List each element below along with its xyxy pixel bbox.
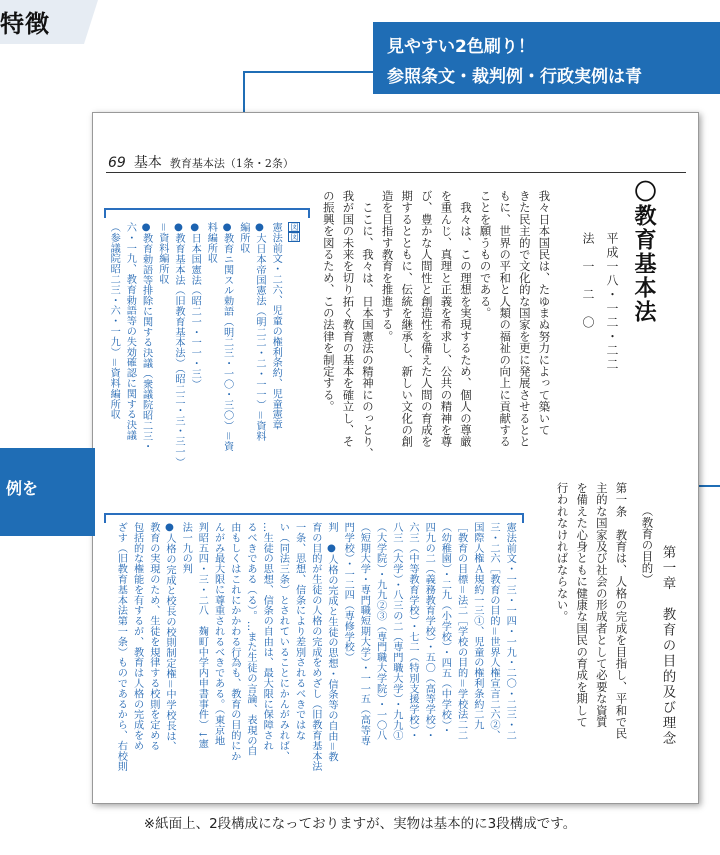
article-note-line: ざす（旧教育基本法第一条）ものであるから、右校則 bbox=[115, 522, 127, 772]
article-note-line: 四九の二（義務教育学校）・五〇（高等学校）・ bbox=[423, 522, 435, 741]
law-number: 法 一 二 〇 bbox=[581, 232, 595, 330]
article-note-line: 由もしくはこれにかかわる行為も、教育の目的にか bbox=[228, 522, 240, 762]
law-title: 〇教育基本法 bbox=[631, 180, 657, 324]
article-note-line: 三・二六［教育の目的＝世界人権宣言二六②、 bbox=[488, 522, 499, 741]
article-note-line: （大学院）・九九②③（専門職大学院）・一〇八 bbox=[374, 522, 386, 741]
article-note-line: 一条、思想、信条により差別されるべきではな bbox=[293, 522, 305, 741]
header-rule bbox=[106, 172, 686, 173]
preamble-note-line: ●教育勅語等排除に関する決議（衆議院昭二三・ bbox=[140, 222, 152, 452]
article-line: 第一条 教育は、人格の完成を目指し、平和で民 bbox=[614, 482, 629, 740]
article-note-line: 門学校）・一二四（専修学校） bbox=[342, 522, 354, 663]
article-note-line: 判昭五四・三・二八 麹町中学内申書事件）↓憲 bbox=[196, 522, 208, 750]
preamble-line: ここに、我々は、日本国憲法の精神にのっとり、 bbox=[361, 190, 375, 460]
page-section: 基本 bbox=[133, 155, 162, 171]
article-note-line: 法一九の判 bbox=[180, 522, 192, 574]
page-law-ref: 教育基本法（1条・2条） bbox=[169, 157, 294, 170]
article-note-line: （短期大学・専門職短期大学）・一一五（高等専 bbox=[358, 522, 370, 746]
callout-top-line1: 見やすい2色刷り！ bbox=[387, 37, 535, 57]
article-note-line: （幼稚園）・二九（小学校）・四五（中学校）・ bbox=[439, 522, 451, 736]
preamble-line: ことを願うものである。 bbox=[478, 190, 493, 319]
article-line: 主的な国家及び社会の形成者として必要な資質 bbox=[594, 482, 609, 728]
article-line: 行われなければならない。 bbox=[555, 482, 570, 623]
article-note-line: …生徒の思想、信条の自由は、最大限に保障され bbox=[261, 522, 273, 751]
callout-left bbox=[0, 448, 95, 536]
preamble-line: もに、世界の平和と人類の福祉の向上に貢献する bbox=[498, 190, 513, 448]
article-note-line: 判 ●人格の完成と生徒の思想・信条等の自由＝教 bbox=[326, 522, 337, 762]
preamble-line: 造を目指す教育を推進する。 bbox=[380, 190, 395, 343]
article1-caption: （教育の目的） bbox=[640, 505, 655, 585]
law-enacted-date: 平成一八・一二・二二 bbox=[605, 232, 619, 372]
note-marker-icon: 図 bbox=[290, 233, 299, 242]
preamble-line: きた民主的で文化的な国家を更に発展させるとと bbox=[517, 190, 532, 448]
preamble-note-line: ●教育ニ関スル勅語（明二三・一〇・三〇）＝資 bbox=[221, 222, 233, 452]
article-note-line: 包括的な権能を有するが、教育は人格の完成をめ bbox=[131, 522, 143, 751]
article-note-line: 国際人権Ａ規約一三①、児童の権利条約二九 bbox=[471, 522, 483, 730]
preamble-line: 我々日本国民は、たゆまぬ努力によって築いて bbox=[537, 190, 552, 436]
preamble-note-line: （参議院昭二三・六・一九）＝資料編所収 bbox=[108, 222, 120, 420]
article-note-line: 憲法前文・一三・一四・一九・二〇・二三・二 bbox=[504, 522, 516, 741]
article-note-line: ●人格の完成と校長の校則制定権＝中学校長は、 bbox=[164, 522, 175, 752]
article-line: を備えた心身ともに健康な国民の育成を期して bbox=[575, 482, 590, 728]
preamble-note-line: ●大日本帝国憲法（明二二・二・一一）＝資料 bbox=[254, 222, 265, 442]
preamble-note-line: 編所収 bbox=[237, 222, 249, 254]
chapter-title: 第一章 教育の目的及び理念 bbox=[659, 545, 676, 747]
preamble-line: 期するとともに、伝統を継承し、新しい文化の創 bbox=[400, 190, 415, 448]
header-tab-title: 特徴 bbox=[0, 10, 50, 38]
preamble-line: を重んじ、真理と正義を希求し、公共の精神を尊 bbox=[439, 190, 454, 448]
preamble-line: の振興を図るため、この法律を制定する。 bbox=[321, 190, 336, 413]
preamble-notes-bracket bbox=[104, 208, 310, 218]
article-note-line: 六三（中等教育学校）・七二（特別支援学校）・ bbox=[407, 522, 418, 741]
note-marker-icon: 図 bbox=[290, 223, 299, 232]
callout-top-line2: 参照条文・裁判例・行政実例は青 bbox=[387, 67, 642, 87]
preamble-line: 我々は、この理想を実現するため、個人の尊厳 bbox=[459, 190, 473, 448]
preamble-notes-markers bbox=[288, 222, 300, 242]
article-note-line: 育の目的が生徒の人格の完成をめざし（旧教育基本法 bbox=[309, 522, 321, 772]
article-note-line: んがみ最大限に尊重されるべきである。（東京地 bbox=[212, 522, 224, 746]
page-number: 69 bbox=[108, 155, 126, 171]
article-note-line: 八三（大学）・八三の二（専門職大学）・九九① bbox=[390, 522, 402, 741]
article-note-line: るべきである（る）。…また生徒の言論、表現の自 bbox=[245, 522, 256, 757]
article-note-line: 教育の実現のため、生徒を規律する校則を定める bbox=[147, 522, 159, 751]
preamble-note-line: 料編所収 bbox=[205, 222, 217, 264]
callout-top bbox=[373, 22, 720, 94]
callout-left-text: 例を bbox=[6, 479, 39, 498]
preamble-note-line: 憲法前文・二六、児童の権利条約、児童憲章 bbox=[270, 222, 282, 430]
article-note-line: い（同法三条）とされていることにかんがみれば、 bbox=[277, 522, 289, 762]
preamble-note-line: 六・一九、教育勅語等の失効確認に関する決議 bbox=[124, 222, 136, 441]
preamble-note-line: ●日本国憲法（昭二一・一一・三） bbox=[189, 222, 201, 390]
preamble-note-line: ●教育基本法（旧教育基本法）（昭二二・三・三一） bbox=[173, 222, 184, 468]
article-note-line: ［教育の目標＝法二［学校の目的＝学校法二二 bbox=[455, 522, 467, 741]
preamble-line: び、豊かな人間性と創造性を備えた人間の育成を bbox=[419, 190, 434, 448]
page-header bbox=[108, 152, 294, 172]
preamble-line: 我が国の未来を切り拓く教育の基本を確立し、そ bbox=[341, 190, 356, 448]
preamble-note-line: ＝資料編所収 bbox=[156, 222, 168, 285]
footer-note: ※紙面上、2段構成になっておりますが、実物は基本的に3段構成です。 bbox=[143, 816, 577, 832]
